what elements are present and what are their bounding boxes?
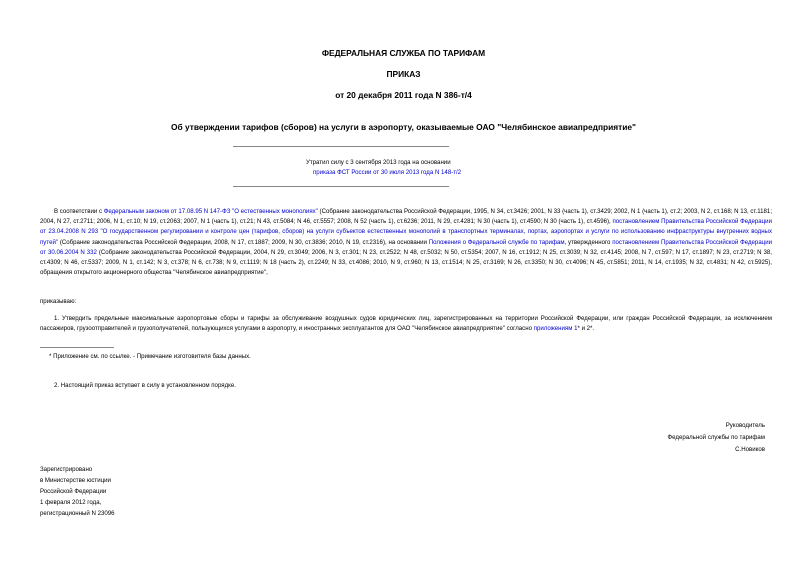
agency-name: ФЕДЕРАЛЬНАЯ СЛУЖБА ПО ТАРИФАМ — [321, 48, 486, 58]
registration-line-4: 1 февраля 2012 года, — [40, 499, 102, 506]
doc-date-number: от 20 декабря 2011 года N 386-т/4 — [335, 90, 472, 100]
link-federal-law[interactable]: Федеральным законом от 17.08.95 N 147-ФЗ "О естественных монополиях" — [103, 208, 318, 215]
status-link[interactable]: приказа ФСТ России от 30 июля 2013 года N 148-т/2 — [313, 169, 462, 176]
preamble-text-2: (Собрание законодательства Российской Федерации, 1995, N 34, ст.3426; 2001, N 33 (часть 1), ст.3429; 2002, N 1 (часть 1), ст.2; 2003, N 2, ст.168; N 13, ст.1181; 2004, N 27, ст.2711; 2006, N 1, ст.10; N 19, ст.2063; 2007, N 1 (часть 1), ст.21; N 43, ст.5084; N 46, ст.5557; 2008, N 52 (часть 1), ст.6236; 2011, N 29, ст.4281; N 30 (часть 1), ст.4590; N 30 (часть 1), ст.4596), — [40, 208, 773, 226]
registration-line-3: Российской Федерации — [40, 488, 107, 495]
link-government-resolution-293[interactable]: постановлением Правительства Российской Федерации от 23.04.2008 N 293 "О государственном регулировании и контроле цен (тарифов, сборов) на услуги субъектов естественных монополий в транспортных терминалах, портах, аэропортах и услуги по использованию инфраструктуры внутренних водных путей" — [40, 218, 772, 246]
item-1-tail: * и 2*. — [577, 325, 595, 333]
link-appendices[interactable]: приложениям 1 — [533, 325, 578, 333]
footnote-divider — [40, 347, 114, 348]
link-fst-regulation[interactable]: Положения о Федеральной службе по тарифам — [428, 238, 565, 246]
preamble-paragraph — [40, 207, 772, 278]
preamble-text-3: (Собрание законодательства Российской Федерации, 2008, N 17, ст.1887; 2009, N 30, ст.3836; 2010, N 19, ст.2316), на основании — [58, 238, 429, 246]
registration-line-2: в Министерстве юстиции — [40, 477, 111, 484]
signature-name: С.Новиков — [735, 446, 765, 453]
divider-bottom — [233, 186, 449, 187]
registration-line-5: регистрационный N 23096 — [40, 510, 115, 517]
item-1-text: 1. Утвердить предельные максимальные аэропортовые сборы и тарифы за обслуживание воздушных судов юридических лиц, зарегистрированных на территории Российской Федерации, или граждан Российской Федерации, за исключением пассажиров, грузоотправителей и грузополучателей, пользующихся услугами в аэропорту, и иностранных эксплуатантов для ОАО "Челябинское авиапредприятие" согласно — [40, 315, 772, 333]
footnote: * Приложение см. по ссылке. - Примечание изготовителя базы данных. — [49, 353, 251, 360]
status-text: Утратил силу с 3 сентября 2013 года на основании — [306, 159, 451, 166]
item-1 — [40, 314, 772, 334]
divider-top — [233, 146, 449, 147]
preamble-text-1: В соответствии с — [54, 208, 104, 215]
preamble-text-5: (Собрание законодательства Российской Федерации, 2004, N 29, ст.3049; 2006, N 3, ст.301; N 23, ст.2522; N 48, ст.5032; N 50, ст.5354; 2007, N 16, ст.1912; N 25, ст.3039; N 32, ст.4145; 2008, N 7, ст.597; N 17, ст.1897; N 23, ст.2719; N 38, ст.4309; N 46, ст.5337; 2009, N 1, ст.142; N 3, ст.378; N 6, ст.738; N 9, ст.1119; N 18 (часть 2), ст.2249; N 33, ст.4086; 2010, N 9, ст.960; N 13, ст.1514; N 25, ст.3169; N 26, ст.3350; N 30, ст.4096; N 45, ст.5851; 2011, N 14, ст.1935; N 32, ст.4831; N 42, ст.5925), обращения открытого акционерного общества "Челябинское авиапредприятие", — [40, 248, 772, 277]
link-government-resolution-332[interactable]: постановлением Правительства Российской Федерации от 30.06.2004 N 332 — [40, 238, 773, 256]
order-word: приказываю: — [40, 298, 77, 305]
preamble-text-4: , утвержденного — [564, 238, 613, 246]
registration-line-1: Зарегистрировано — [40, 466, 93, 473]
signature-org: Федеральной службы по тарифам — [667, 434, 765, 441]
item-2: 2. Настоящий приказ вступает в силу в установленном порядке. — [54, 382, 236, 389]
doc-title: Об утверждении тарифов (сборов) на услуги в аэропорту, оказываемые ОАО "Челябинское авиапредприятие" — [170, 122, 637, 132]
doc-type: ПРИКАЗ — [386, 69, 421, 79]
signature-title: Руководитель — [725, 422, 765, 429]
